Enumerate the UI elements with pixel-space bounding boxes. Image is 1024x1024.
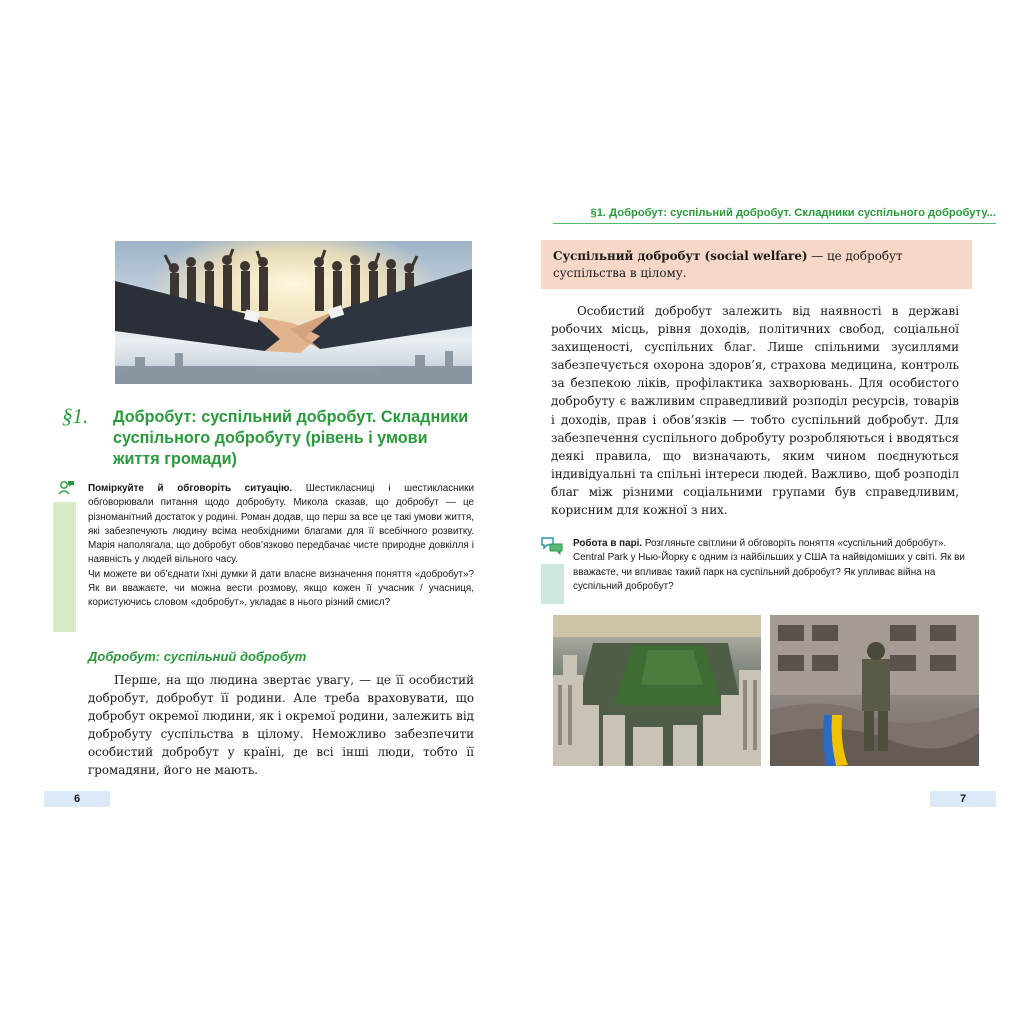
running-header: §1. Добробут: суспільний добробут. Складники суспільного добробуту... [553,207,996,224]
discussion-icon [57,479,75,497]
discussion-paragraph-2: Чи можете ви об’єднати їхні думки й дати власне визначення поняття «добробут»? Як ви вважаєте, чи можна вести розмову, якщо кожен її учасник / учасниця, користуючись словом «добробут», укладає в нього різний смисл? [88,568,474,609]
definition-rest: — це добробут суспільства в цілому. [553,249,903,280]
discussion-paragraph-1: Шестикласниці і шестикласники обговорювали питання щодо добробуту. Микола сказав, що добробут — це різноманітний достаток у родині. Роман додав, що перш за все це такі умови життя, які забезпечують людину всіма необхідними благами для її всебічного розвитку. Марія наполягала, що добробут обов’язково передбачає чисте природне довкілля і наявність у людей вільного часу. [88,483,474,566]
handshake-crowd-photo [115,241,472,384]
section-title: Добробут: суспільний добробут. Складники суспільного добробуту (рівень і умови життя громади) [113,408,469,468]
discussion-lead: Поміркуйте й обговоріть ситуацію. [88,483,293,494]
page-number-right: 7 [930,791,996,807]
pair-work-text-2: Central Park у Нью-Йорку є одним із найбільших у США та найвідоміших у світі. Як ви вважаєте, чи впливає такий парк на суспільний добробут? Як упливає війна на суспільний добробут? [573,552,965,592]
discussion-text [88,482,474,611]
subheading: Добробут: суспільний добробут [88,649,307,664]
war-destruction-photo [770,615,979,766]
pair-work-lead: Робота в парі. [573,538,643,549]
pair-work-text [573,537,965,594]
pair-work-text-1: Розгляньте світлини й обговоріть поняття «суспільний добробут». [642,538,947,549]
pair-work-icon [541,536,563,556]
central-park-photo [553,615,761,766]
discussion-bar [53,502,76,632]
body-text-right: Особистий добробут залежить від наявності в державі робочих місць, рівня доходів, політичних свобод, соціальної захищеності, суспільних благ. Лише спільними зусиллями забезпечується охорона здоров’я, страхова медицина, контроль за безпекою ліків, профілактика захворювань. Для особистого добробуту є важливим справедливий розподіл ресурсів, товарів і доходів, прав і обов’язків — тобто суспільний добробут. Для забезпечення суспільного добробуту розробляються і вводяться деякі правила, що визначають, яким чином поєднуються індивідуальні та спільні інтереси людей. Важливо, щоб розподіл благ між різними соціальними групами був справедливим, корисним для кожної з них. [551,304,959,518]
page-number-left: 6 [44,791,110,807]
body-text-left: Перше, на що людина звертає увагу, — це її особистий добробут, добробут її родини. Але треба враховувати, що добробут окремої людини, як і окремої родини, залежить від добробуту суспільства в цілому. Неможливо забезпечити особистий добробут у країні, де всі інші люди, тобто її громадяни, його не мають. [88,673,474,778]
pair-work-bar [541,564,564,604]
section-number: §1. [62,404,89,428]
definition-term: Суспільний добробут (social welfare) [553,249,808,263]
definition-box [541,240,972,289]
